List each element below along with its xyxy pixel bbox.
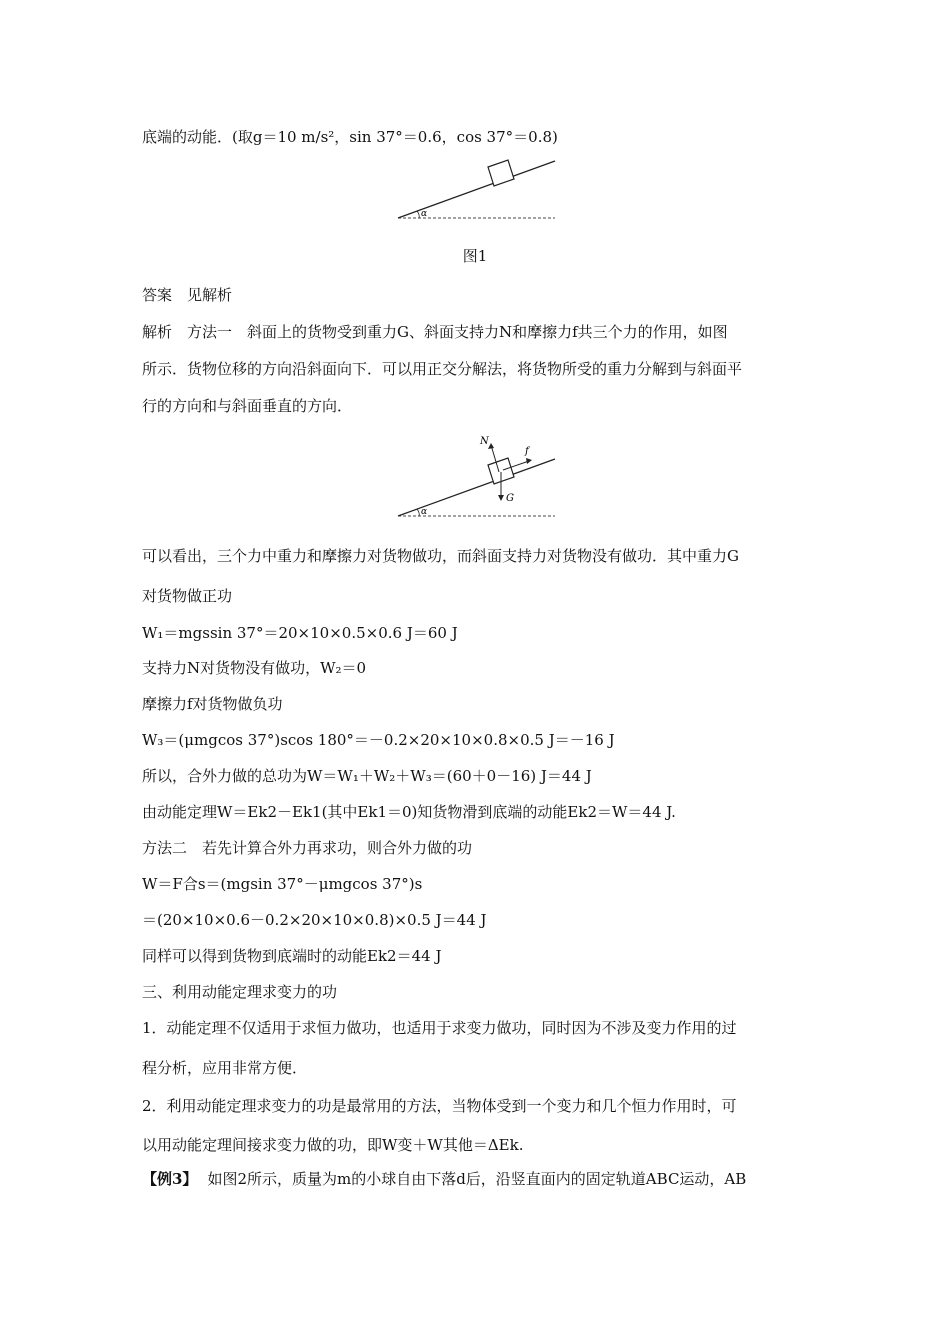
equation-line: W₁＝mgssin 37°＝20×10×0.5×0.6 J＝60 J — [142, 624, 458, 642]
incline-figure-1 — [395, 155, 560, 225]
example-text: 如图2所示，质量为m的小球自由下落d后，沿竖直面内的固定轨道ABC运动，AB — [207, 1170, 747, 1188]
angle-label: α — [421, 507, 428, 517]
text-line: 底端的动能．(取g＝10 m/s²，sin 37°＝0.6，cos 37°＝0.8) — [142, 128, 558, 146]
angle-label: α — [421, 209, 428, 219]
equation-line: W₃＝(μmgcos 37°)scos 180°＝－0.2×20×10×0.8×0.5 J＝－16 J — [142, 731, 615, 749]
equation-line: ＝(20×10×0.6－0.2×20×10×0.8)×0.5 J＝44 J — [142, 911, 487, 929]
text-line: 方法二 若先计算合外力再求功，则合外力做的功 — [142, 839, 473, 857]
gravity-label: G — [506, 493, 514, 504]
text-line: 1．动能定理不仅适用于求恒力做功，也适用于求变力做功，同时因为不涉及变力作用的过 — [142, 1019, 737, 1037]
section-heading: 三、利用动能定理求变力的功 — [142, 983, 338, 1001]
text-line: 同样可以得到货物到底端时的动能Ek2＝44 J — [142, 947, 442, 965]
text-line: 所示．货物位移的方向沿斜面向下．可以用正交分解法，将货物所受的重力分解到与斜面平 — [142, 360, 743, 378]
text-line: 程分析，应用非常方便． — [142, 1059, 308, 1077]
text-line: 行的方向和与斜面垂直的方向． — [142, 397, 353, 415]
normal-force-label: N — [480, 436, 489, 447]
text-line: 对货物做正功 — [142, 587, 233, 605]
figure-caption: 图1 — [462, 247, 488, 265]
equation-line: W＝F合s＝(mgsin 37°－μmgcos 37°)s — [142, 875, 423, 893]
example-tag: 【例3】 — [142, 1170, 198, 1188]
text-line: 所以，合外力做的总功为W＝W₁＋W₂＋W₃＝(60＋0－16) J＝44 J — [142, 767, 592, 785]
example-line — [142, 1169, 746, 1189]
text-line: 解析 方法一 斜面上的货物受到重力G、斜面支持力N和摩擦力f共三个力的作用，如图 — [142, 323, 728, 341]
text-line: 摩擦力f对货物做负功 — [142, 695, 283, 713]
force-diagram — [395, 430, 560, 522]
answer-line: 答案 见解析 — [142, 286, 233, 304]
text-line: 2．利用动能定理求变力的功是最常用的方法，当物体受到一个变力和几个恒力作用时，可 — [142, 1097, 737, 1115]
text-line: 可以看出，三个力中重力和摩擦力对货物做功，而斜面支持力对货物没有做功．其中重力G — [142, 547, 739, 565]
text-line: 支持力N对货物没有做功，W₂＝0 — [142, 659, 367, 677]
text-line: 以用动能定理间接求变力做的功，即W变＋W其他＝ΔEk. — [142, 1136, 524, 1154]
friction-label: f — [525, 446, 529, 457]
text-line: 由动能定理W＝Ek2－Ek1(其中Ek1＝0)知货物滑到底端的动能Ek2＝W＝44 J. — [142, 803, 676, 821]
